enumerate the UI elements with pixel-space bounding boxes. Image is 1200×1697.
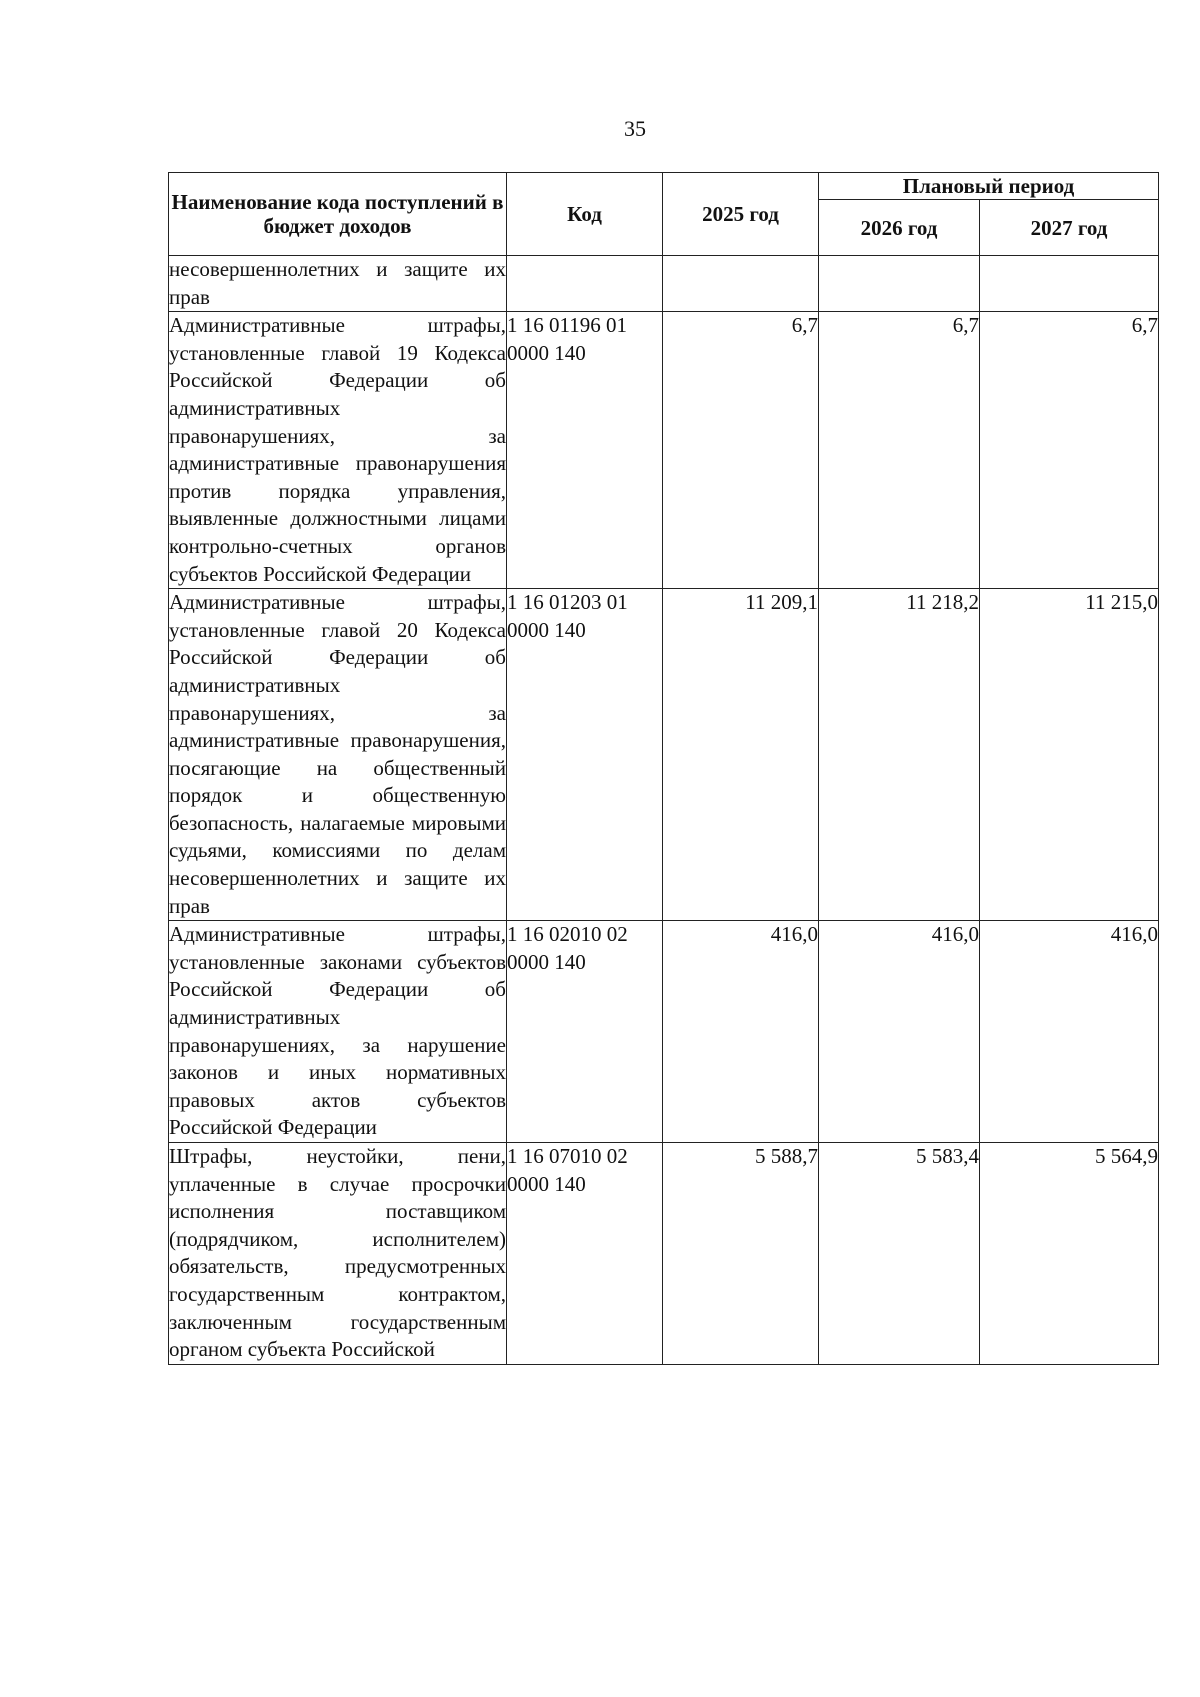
row-code: 1 16 01203 01 0000 140 bbox=[507, 589, 663, 921]
row-value-2026: 6,7 bbox=[819, 312, 980, 589]
table-row bbox=[169, 1143, 1159, 1365]
row-value-empty bbox=[663, 256, 819, 312]
row-code-empty bbox=[507, 256, 663, 312]
row-value-2025: 6,7 bbox=[663, 312, 819, 589]
row-value-empty bbox=[819, 256, 980, 312]
table-row bbox=[169, 921, 1159, 1143]
table-row bbox=[169, 589, 1159, 921]
row-name: несовершеннолетних и защите их прав bbox=[169, 256, 507, 312]
row-name: Административные штрафы, установленные главой 20 Кодекса Российской Федерации об административных правонарушениях, за административные правонарушения, посягающие на общественный порядок и общественную безопасность, налагаемые мировыми судьями, комиссиями по делам несовершеннолетних и защите их прав bbox=[169, 589, 507, 921]
header-year-2025: 2025 год bbox=[663, 173, 819, 256]
row-code: 1 16 02010 02 0000 140 bbox=[507, 921, 663, 1143]
row-value-2025: 416,0 bbox=[663, 921, 819, 1143]
row-value-2027: 6,7 bbox=[980, 312, 1159, 589]
table-row-continuation bbox=[169, 256, 1159, 312]
row-name: Штрафы, неустойки, пени, уплаченные в случае просрочки исполнения поставщиком (подрядчиком, исполнителем) обязательств, предусмотренных государственным контрактом, заключенным государственным органом субъекта Российской bbox=[169, 1143, 507, 1365]
row-value-empty bbox=[980, 256, 1159, 312]
header-code: Код bbox=[507, 173, 663, 256]
row-value-2027: 5 564,9 bbox=[980, 1143, 1159, 1365]
row-value-2027: 11 215,0 bbox=[980, 589, 1159, 921]
row-value-2027: 416,0 bbox=[980, 921, 1159, 1143]
revenue-table bbox=[168, 172, 1159, 1365]
row-value-2026: 5 583,4 bbox=[819, 1143, 980, 1365]
row-value-2026: 11 218,2 bbox=[819, 589, 980, 921]
table-row bbox=[169, 312, 1159, 589]
header-year-2026: 2026 год bbox=[819, 200, 980, 256]
row-value-2026: 416,0 bbox=[819, 921, 980, 1143]
row-value-2025: 5 588,7 bbox=[663, 1143, 819, 1365]
row-code: 1 16 07010 02 0000 140 bbox=[507, 1143, 663, 1365]
page-number: 35 bbox=[624, 116, 646, 141]
header-planned-period: Плановый период bbox=[819, 173, 1159, 200]
header-year-2027: 2027 год bbox=[980, 200, 1159, 256]
header-name: Наименование кода поступлений в бюджет доходов bbox=[169, 173, 507, 256]
row-code: 1 16 01196 01 0000 140 bbox=[507, 312, 663, 589]
row-name: Административные штрафы, установленные законами субъектов Российской Федерации об административных правонарушениях, за нарушение законов и иных нормативных правовых актов субъектов Российской Федерации bbox=[169, 921, 507, 1143]
row-name: Административные штрафы, установленные главой 19 Кодекса Российской Федерации об административных правонарушениях, за административные правонарушения против порядка управления, выявленные должностными лицами контрольно-счетных органов субъектов Российской Федерации bbox=[169, 312, 507, 589]
row-value-2025: 11 209,1 bbox=[663, 589, 819, 921]
